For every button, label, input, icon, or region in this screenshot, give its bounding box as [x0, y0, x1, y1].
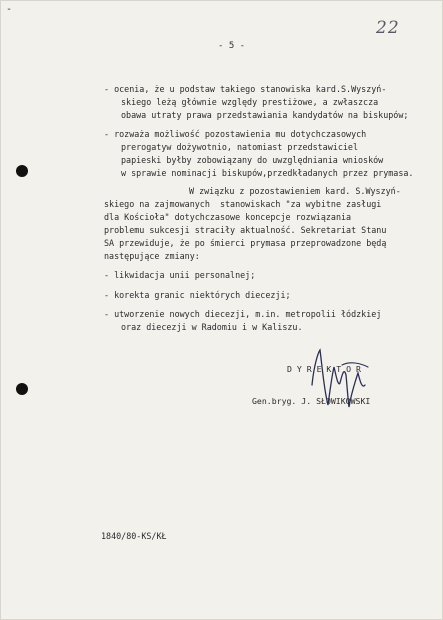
text-line: dla Kościoła" dotychczasowe koncepcje rozwiązania	[104, 212, 352, 222]
text-line: skiego leżą głównie względy prestiżowe, a zwłaszcza	[121, 97, 379, 107]
text-line: - korekta granic niektórych diecezji;	[104, 290, 291, 300]
punch-hole	[16, 383, 28, 395]
signatory-title: D Y R E K T O R	[287, 364, 361, 374]
text-line: problemu sukcesji straciły aktualność. Sekretariat Stanu	[104, 225, 387, 235]
text-line: prerogatyw dożywotnio, natomiast przedstawiciel	[121, 142, 358, 152]
text-line: następujące zmiany:	[104, 251, 200, 261]
text-line: SA przewiduje, że po śmierci prymasa przeprowadzone będą	[104, 238, 387, 248]
document-reference: 1840/80-KS/KŁ	[101, 531, 167, 541]
text-line: oraz diecezji w Radomiu i w Kaliszu.	[121, 322, 303, 332]
text-line: skiego na zajmowanych stanowiskach "za wybitne zasługi	[104, 199, 382, 209]
text-line: obawa utraty prawa przedstawiania kandydatów na biskupów;	[121, 110, 409, 120]
handwritten-signature	[302, 345, 382, 415]
text-line: - ocenia, że u podstaw takiego stanowiska kard.S.Wyszyń-	[104, 84, 387, 94]
text-line: papieski byłby zobowiązany do uwzględniania wniosków	[121, 155, 384, 165]
signatory-name: Gen.bryg. J. SŁOWIKOWSKI	[252, 396, 371, 406]
text-line: - likwidacja unii personalnej;	[104, 270, 256, 280]
text-line: w sprawie nominacji biskupów,przedkładanych przez prymasa.	[121, 168, 414, 178]
text-line: - utworzenie nowych diecezji, m.in. metropolii łódzkiej	[104, 309, 382, 319]
text-line: W związku z pozostawieniem kard. S.Wyszyń-	[189, 186, 401, 196]
corner-mark: -	[6, 4, 13, 15]
page-number: - 5 -	[218, 41, 246, 51]
handwritten-folio-number: 22	[376, 18, 400, 38]
punch-hole	[16, 165, 28, 177]
text-line: - rozważa możliwość pozostawienia mu dotychczasowych	[104, 129, 367, 139]
